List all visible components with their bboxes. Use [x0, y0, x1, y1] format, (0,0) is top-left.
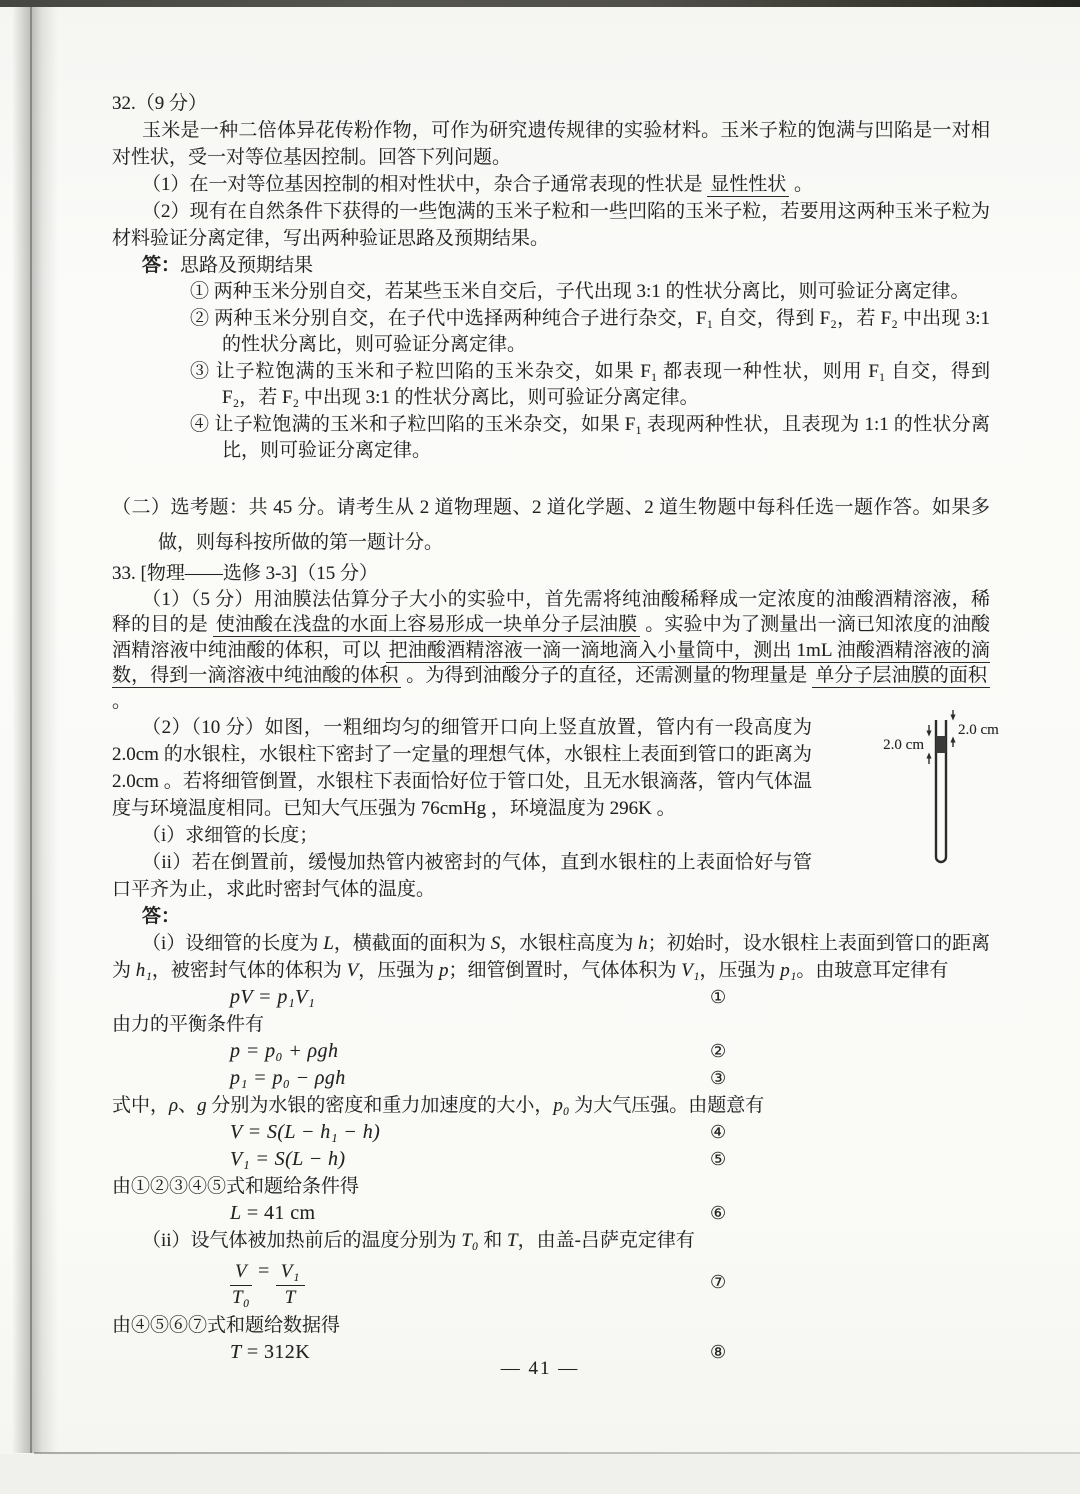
question-33-header: 33. [物理——选修 3-3]（15 分）	[112, 562, 378, 584]
equation-7	[112, 1254, 990, 1312]
equation-8-expression: T = 312K	[230, 1341, 311, 1363]
page-number: — 41 —	[500, 1358, 580, 1379]
equation-3-number: ③	[710, 1068, 727, 1089]
equation-1-number: ①	[710, 987, 727, 1008]
answer-point-2: ② 两种玉米分别自交，在子代中选择两种纯合子进行杂交，F₁ 自交，得到 F₂，若 F₂ 中出现 3:1 的性状分离比，则可验证分离定律。	[190, 307, 990, 355]
scan-bottom-margin	[0, 1454, 1080, 1494]
equation-7-number: ⑦	[710, 1272, 727, 1293]
scan-top-edge	[0, 0, 1080, 7]
symbol-definition-line: 式中，ρ、g 分别为水银的密度和重力加速度的大小，p₀ 为大气压强。由题意有	[112, 1095, 765, 1116]
equation-2-number: ②	[710, 1041, 727, 1062]
equation-5-number: ⑤	[710, 1149, 727, 1170]
question-32-part2: （2）现有在自然条件下获得的一些饱满的玉米子粒和一些凹陷的玉米子粒，若要用这两种玉米子粒为材料验证分离定律，写出两种验证思路及预期结果。	[112, 201, 990, 249]
elective-section-note: （二）选考题：共 45 分。请考生从 2 道物理题、2 道化学题、2 道生物题中每科任选一题作答。如果多做，则每科按所做的第一题计分。	[112, 496, 990, 553]
question-33-answer-label: 答：	[142, 906, 181, 927]
question-33-sub-ii: （ii）若在倒置前，缓慢加热管内被密封的气体，直到水银柱的上表面恰好与管口平齐为止，求此时密封气体的温度。	[112, 852, 812, 900]
solution-i-setup: （i）设细管的长度为 L，横截面的面积为 S，水银柱高度为 h；初始时，设水银柱上表面到管口的距离为 h₁，被密封气体的体积为 V，压强为 p；细管倒置时，气体体积为 V₁，压强为 p₁。由玻意耳定律有	[112, 933, 990, 981]
solution-ii-setup: （ii）设气体被加热前后的温度分别为 T₀ 和 T，由盖-吕萨克定律有	[142, 1230, 695, 1251]
mercury-height-arrows	[926, 725, 931, 764]
equation-1-expression: pV = p₁V₁	[230, 986, 316, 1008]
equation-4	[112, 1119, 990, 1146]
equation-2-expression: p = p₀ + ρgh	[230, 1040, 339, 1062]
question-32-intro: 玉米是一种二倍体异花传粉作物，可作为研究遗传规律的实验材料。玉米子粒的饱满与凹陷是一对相对性状，受一对等位基因控制。回答下列问题。	[112, 120, 990, 168]
question-33-part2-text: （2）（10 分）如图，一粗细均匀的细管开口向上竖直放置，管内有一段高度为 2.0cm 的水银柱，水银柱下密封了一定量的理想气体，水银柱上表面到管口的距离为 2.0cm 。若将细管倒置，水银柱下表面恰好位于管口处，且无水银滴落，管内气体温度与环境温度相同。已知大气压强为 76cmHg ，环境温度为 296K 。	[112, 717, 812, 819]
equation-2	[112, 1038, 990, 1065]
equals-sign: =	[258, 1259, 270, 1282]
fraction-right: $\frac{\text{V₁}}{T}$	[276, 1262, 305, 1309]
equation-3	[112, 1065, 990, 1092]
question-32-answer-label: 答：思路及预期结果	[142, 255, 314, 276]
tube-figure-svg	[852, 708, 1020, 882]
question-32-header: 32.（9 分）	[112, 93, 208, 114]
page-content	[112, 90, 999, 1366]
book-spine-shadow	[12, 7, 58, 1453]
equation-4-expression: V = S(L − h₁ − h)	[230, 1121, 381, 1143]
question-33-sub-i: （i）求细管的长度；	[142, 825, 319, 846]
tube-diagram	[822, 708, 999, 882]
equation-6	[112, 1200, 990, 1227]
answer-point-3: ③ 让子粒饱满的玉米和子粒凹陷的玉米杂交，如果 F₁ 都表现一种性状，则用 F₁ 自交，得到 F₂，若 F₂ 中出现 3:1 的性状分离比，则可验证分离定律。	[190, 360, 990, 408]
equation-4-number: ④	[710, 1122, 727, 1143]
equation-5	[112, 1146, 990, 1173]
question-33-part2-block	[112, 714, 999, 822]
equation-6-expression: L = 41 cm	[230, 1202, 316, 1224]
book-spine-line	[30, 7, 32, 1453]
combine-equations-4-7-line: 由④⑤⑥⑦式和题给数据得	[112, 1315, 341, 1336]
answer-point-1: ① 两种玉米分别自交，若某些玉米自交后，子代出现 3:1 的性状分离比，则可验证分离定律。	[190, 281, 970, 302]
equation-3-expression: p₁ = p₀ − ρgh	[230, 1067, 346, 1089]
balance-condition-line: 由力的平衡条件有	[112, 1014, 265, 1035]
equation-1	[112, 984, 990, 1011]
equation-6-number: ⑥	[710, 1203, 727, 1224]
question-33-part1: （1）（5 分）用油膜法估算分子大小的实验中，首先需将纯油酸稀释成一定浓度的油酸酒精溶液，稀释的目的是 使油酸在浅盘的水面上容易形成一块单分子层油膜 。实验中为了测量出一滴已知浓度的油酸酒精溶液中纯油酸的体积，可以 把油酸酒精溶液一滴一滴地滴入小量筒中，测出 1mL 油酸酒精溶液的滴数，得到一滴溶液中纯油酸的体积 。为得到油酸分子的直径，还需测量的物理量是 单分子层油膜的面积 。	[112, 588, 990, 712]
fraction-left: $\frac{V}{\text{T₀}}$	[230, 1262, 252, 1309]
equation-5-expression: V₁ = S(L − h)	[230, 1148, 346, 1170]
question-32-part1: （1）在一对等位基因控制的相对性状中，杂合子通常表现的性状是 显性性状 。	[142, 174, 814, 195]
gap-height-arrows	[950, 710, 955, 747]
answer-point-4: ④ 让子粒饱满的玉米和子粒凹陷的玉米杂交，如果 F₁ 表现两种性状，且表现为 1:1 的性状分离比，则可验证分离定律。	[190, 413, 990, 461]
question-32-answer-points	[112, 279, 990, 465]
gap-height-label: 2.0 cm	[958, 722, 999, 738]
equation-7-expression	[230, 1258, 305, 1309]
mercury-height-label: 2.0 cm	[883, 737, 924, 753]
combine-equations-1-5-line: 由①②③④⑤式和题给条件得	[112, 1176, 360, 1197]
equation-8-number: ⑧	[710, 1342, 727, 1363]
mercury-column	[936, 736, 946, 753]
